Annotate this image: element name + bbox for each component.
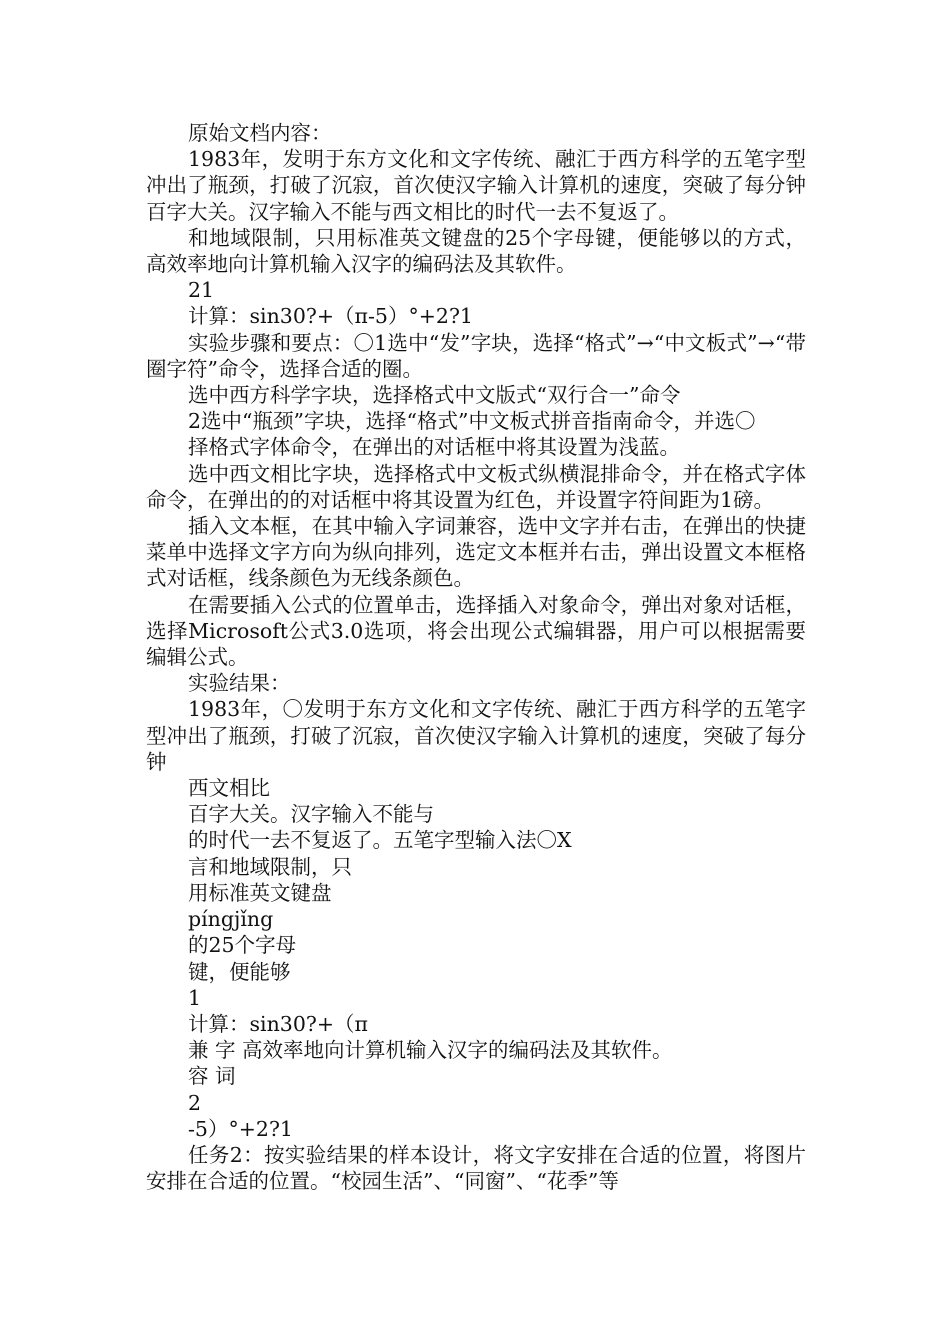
text-line: 容 词 [188, 1064, 236, 1089]
heading-original-content: 原始文档内容： [188, 121, 332, 145]
paragraph-step: 择格式字体命令，在弹出的对话框中将其设置为浅蓝。 [188, 435, 680, 460]
text-line: 用标准英文键盘 [188, 880, 332, 905]
document-body [146, 120, 806, 1194]
text-line: 兼 字 高效率地向计算机输入汉字的编码法及其软件。 [188, 1038, 673, 1063]
text-line: 1 [188, 985, 202, 1010]
formula-line: -5）°+2?1 [188, 1116, 293, 1141]
heading-results: 实验结果： [188, 671, 291, 696]
formula-line: 计算：sin30?+（π [188, 1011, 369, 1036]
paragraph-steps-intro: 实验步骤和要点：〇1选中“发”字块，选择“格式”→“中文板式”→“带圈字符”命令，选择合适的圈。 [146, 330, 806, 381]
text-line: 的时代一去不复返了。五笔字型输入法〇X [188, 828, 572, 853]
paragraph-step: 选中西文相比字块，选择格式中文板式纵横混排命令，并在格式字体命令，在弹出的的对话框中将其设置为红色，并设置字符间距为1磅。 [146, 461, 806, 512]
paragraph-step: 2选中“瓶颈”字块，选择“格式”中文板式拼音指南命令，并选〇 [188, 409, 756, 434]
paragraph-keyboard: 和地域限制，只用标准英文键盘的25个字母键，便能够以的方式，高效率地向计算机输入汉字的编码法及其软件。 [146, 225, 806, 277]
paragraph-step: 选中西方科学字块，选择格式中文版式“双行合一”命令 [188, 383, 681, 408]
text-line: 西文相比 [188, 776, 270, 801]
paragraph-step: 在需要插入公式的位置单击，选择插入对象命令，弹出对象对话框，选择Microsoft公式3.0选项，将会出现公式编辑器，用户可以根据需要编辑公式。 [146, 592, 806, 670]
text-line: 2 [188, 1090, 202, 1115]
paragraph-wubi-intro: 1983年，发明于东方文化和文字传统、融汇于西方科学的五笔字型冲出了瓶颈，打破了沉寂，首次使汉字输入计算机的速度，突破了每分钟百字大关。汉字输入不能与西文相比的时代一去不复返了。 [146, 147, 806, 224]
text-line: 百字大关。汉字输入不能与 [188, 802, 434, 827]
paragraph-step: 插入文本框，在其中输入字词兼容，选中文字并右击，在弹出的快捷菜单中选择文字方向为纵向排列，选定文本框并右击，弹出设置文本框格式对话框，线条颜色为无线条颜色。 [146, 514, 806, 591]
text-line: 键，便能够 [188, 959, 291, 984]
text-line: 的25个字母 [188, 933, 297, 958]
text-line: 言和地域限制，只 [188, 854, 352, 879]
pinyin-line: píngjǐng [188, 907, 274, 932]
paragraph-results: 1983年，〇发明于东方文化和文字传统、融汇于西方科学的五笔字型冲出了瓶颈，打破了沉寂，首次使汉字输入计算机的速度，突破了每分钟 [146, 697, 806, 774]
paragraph-task2: 任务2：按实验结果的样本设计，将文字安排在合适的位置，将图片安排在合适的位置。“校园生活”、“同窗”、“花季”等 [146, 1142, 806, 1194]
formula-line: 计算：sin30?+（π-5）°+2?1 [188, 304, 473, 329]
text-line: 21 [188, 278, 215, 303]
